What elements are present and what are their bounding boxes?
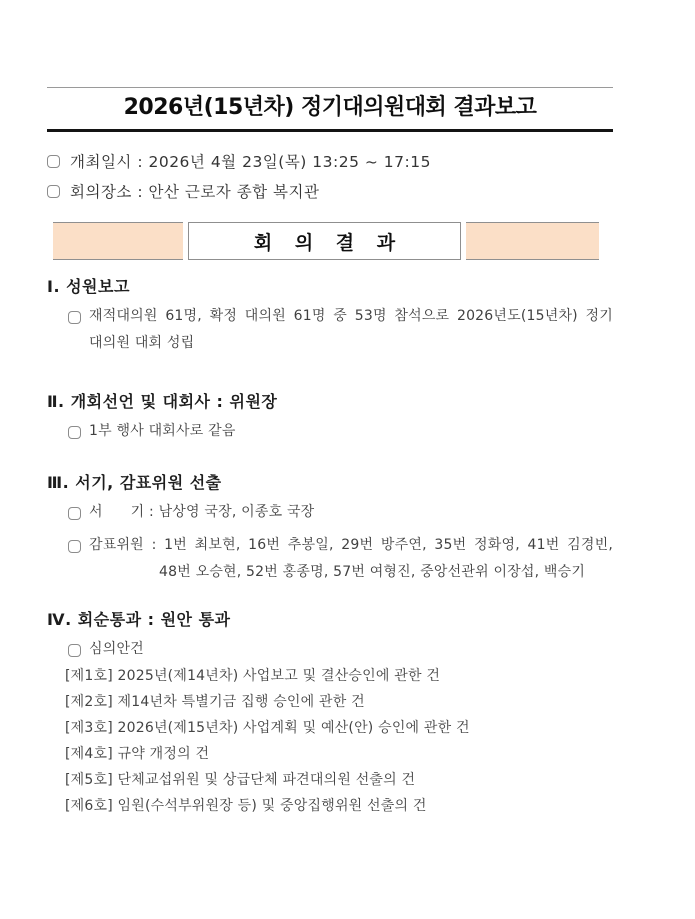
opening-line: 1부 행사 대회사로 같음 xyxy=(89,423,236,439)
square-bullet-icon xyxy=(47,185,60,198)
bullet-item xyxy=(68,418,613,445)
page-title: 2026년(15년차) 정기대의원대회 결과보고 xyxy=(123,95,537,120)
bullet-item xyxy=(68,499,613,526)
agenda-item-4: [제4호] 규약 개정의 건 xyxy=(65,746,210,762)
square-bullet-icon xyxy=(68,507,81,520)
section-heading: Ⅰ. 성원보고 xyxy=(47,277,130,296)
banner-title-box xyxy=(188,222,461,260)
quorum-line-1: 재적대의원 61명, 확정 대의원 61명 중 53명 참석으로 2026년도(15년차) 정기 xyxy=(89,308,613,324)
agenda-item-6: [제6호] 임원(수석부위원장 등) 및 중앙집행위원 선출의 건 xyxy=(65,798,427,814)
section-quorum-report xyxy=(47,277,613,357)
bullet-item xyxy=(68,636,613,663)
agenda-label: 심의안건 xyxy=(89,641,144,657)
meeting-datetime-text: 개최일시 : 2026년 4월 23일(목) 13:25 ~ 17:15 xyxy=(70,153,431,171)
meeting-location-text: 회의장소 : 안산 근로자 종합 복지관 xyxy=(70,183,320,201)
square-bullet-icon xyxy=(68,540,81,553)
teller-text xyxy=(89,532,613,586)
quorum-line-2: 대의원 대회 성립 xyxy=(89,335,195,351)
section-heading: Ⅱ. 개회선언 및 대회사 : 위원장 xyxy=(47,392,278,411)
banner-title: 회 의 결 과 xyxy=(253,231,404,254)
bullet-text xyxy=(89,303,613,357)
meta-list xyxy=(47,146,613,206)
banner-accent-right xyxy=(466,222,599,260)
square-bullet-icon xyxy=(47,155,60,168)
agenda-item-5: [제5호] 단체교섭위원 및 상급단체 파견대의원 선출의 건 xyxy=(65,772,416,788)
meeting-datetime-row xyxy=(47,146,613,176)
square-bullet-icon xyxy=(68,426,81,439)
teller-line-1: 감표위원 : 1번 최보현, 16번 추봉일, 29번 방주연, 35번 정화영, 41번 김경빈, xyxy=(89,537,613,553)
agenda-item-3: [제3호] 2026년(제15년차) 사업계획 및 예산(안) 승인에 관한 건 xyxy=(65,720,470,736)
section-agenda-passage xyxy=(47,610,613,819)
banner-accent-left xyxy=(53,222,183,260)
section-opening-declaration xyxy=(47,392,613,445)
results-banner xyxy=(53,222,599,260)
bullet-item xyxy=(68,532,613,586)
clerk-line: 서 기 : 남상영 국장, 이종호 국장 xyxy=(89,504,315,520)
section-heading: Ⅳ. 회순통과 : 원안 통과 xyxy=(47,610,231,629)
section-clerk-teller-election xyxy=(47,473,613,586)
teller-line-2: 48번 오승현, 52번 홍종명, 57번 여형진, 중앙선관위 이장섭, 백승기 xyxy=(159,564,586,580)
section-heading: Ⅲ. 서기, 감표위원 선출 xyxy=(47,473,222,492)
square-bullet-icon xyxy=(68,644,81,657)
square-bullet-icon xyxy=(68,311,81,324)
agenda-list xyxy=(65,663,613,819)
agenda-item-2: [제2호] 제14년차 특별기금 집행 승인에 관한 건 xyxy=(65,694,365,710)
meeting-location-row xyxy=(47,176,613,206)
title-block xyxy=(47,87,613,132)
agenda-item-1: [제1호] 2025년(제14년차) 사업보고 및 결산승인에 관한 건 xyxy=(65,668,441,684)
bullet-item xyxy=(68,303,613,357)
